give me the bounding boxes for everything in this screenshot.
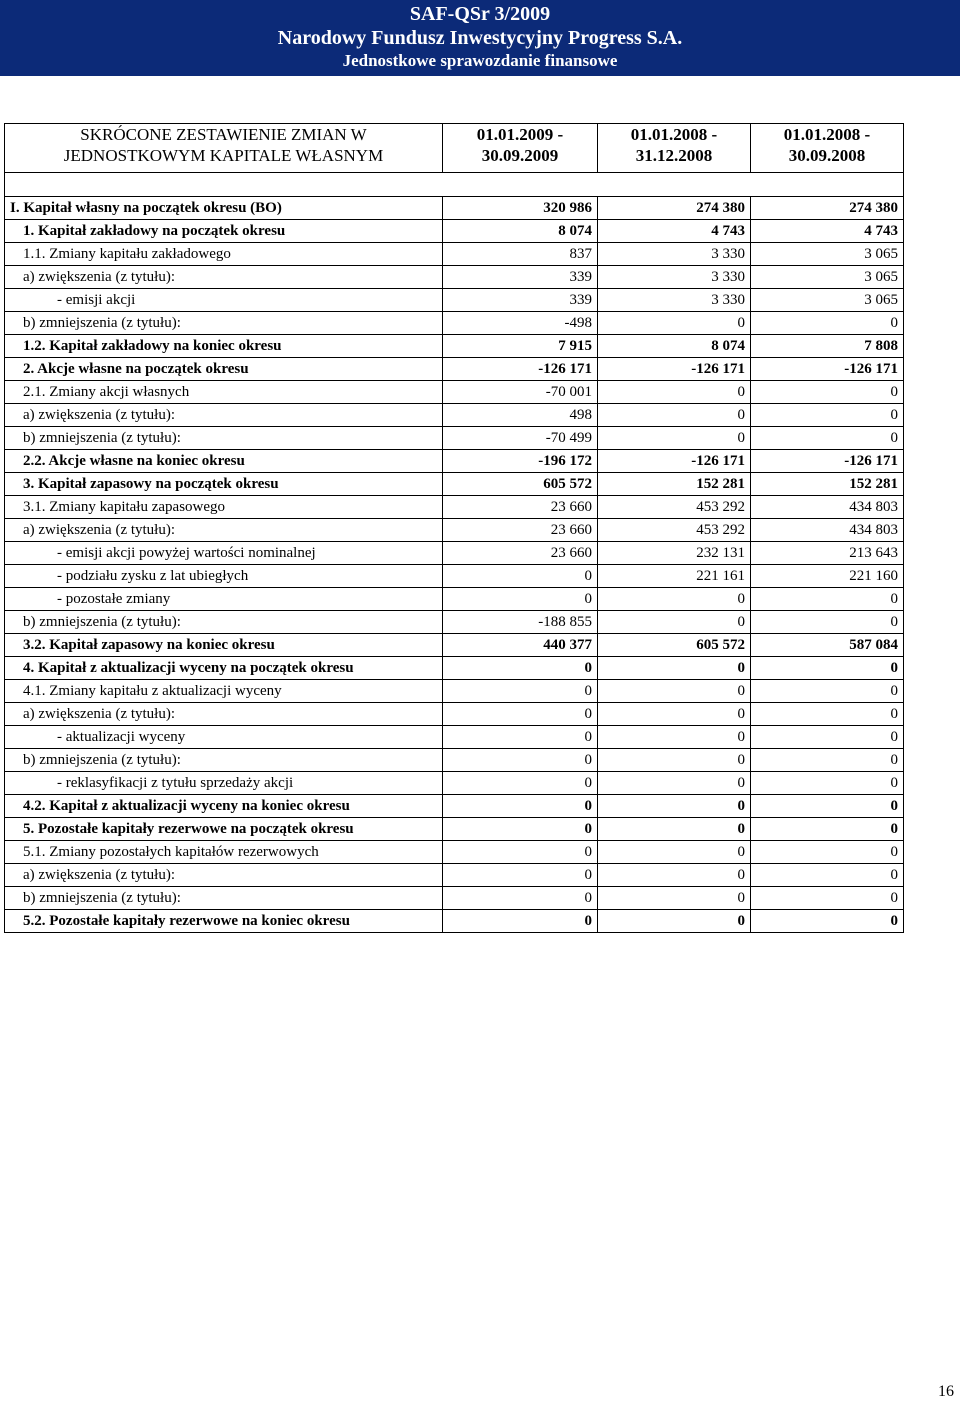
row-value: 0 [443,841,598,864]
row-value: 0 [598,864,751,887]
table-row [5,542,904,565]
row-value: 434 803 [751,519,904,542]
row-value: 0 [598,910,751,933]
table-row [5,358,904,381]
row-label: - emisji akcji [5,289,443,312]
row-value: 0 [443,795,598,818]
report-type: Jednostkowe sprawozdanie finansowe [342,51,618,70]
row-value: 3 330 [598,243,751,266]
table-row [5,588,904,611]
table-row [5,680,904,703]
row-value: 0 [443,887,598,910]
column-header-line1: 01.01.2008 - [783,125,871,144]
table-row [5,312,904,335]
table-title-line2: JEDNOSTKOWYM KAPITALE WŁASNYM [63,146,384,165]
column-header-line2: 31.12.2008 [635,146,713,165]
row-value: 4 743 [598,220,751,243]
row-value: 8 074 [598,335,751,358]
header-spacer-row [5,173,904,197]
row-value: 0 [598,427,751,450]
row-value: 0 [443,818,598,841]
row-value: -498 [443,312,598,335]
table-row [5,220,904,243]
row-value: 152 281 [751,473,904,496]
row-label: a) zwiększenia (z tytułu): [5,404,443,427]
table-row [5,657,904,680]
table-row [5,473,904,496]
row-label: 3.2. Kapitał zapasowy na koniec okresu [5,634,443,657]
row-value: 0 [751,887,904,910]
row-label: - aktualizacji wyceny [5,726,443,749]
row-label: 3.1. Zmiany kapitału zapasowego [5,496,443,519]
table-row [5,427,904,450]
row-value: 0 [443,910,598,933]
row-label: 1. Kapitał zakładowy na początek okresu [5,220,443,243]
table-row [5,910,904,933]
row-value: 23 660 [443,542,598,565]
company-name: Narodowy Fundusz Inwestycyjny Progress S.A. [277,27,683,49]
table-row [5,634,904,657]
row-value: -70 499 [443,427,598,450]
equity-changes-table [4,123,904,933]
row-label: a) zwiększenia (z tytułu): [5,864,443,887]
column-header [598,124,751,173]
row-value: 0 [443,588,598,611]
row-value: 0 [751,404,904,427]
row-value: 0 [443,680,598,703]
row-label: 4.1. Zmiany kapitału z aktualizacji wyceny [5,680,443,703]
row-value: 7 915 [443,335,598,358]
column-header-line2: 30.09.2009 [481,146,559,165]
row-label: 3. Kapitał zapasowy na początek okresu [5,473,443,496]
row-label: 5.2. Pozostałe kapitały rezerwowe na koniec okresu [5,910,443,933]
row-value: 339 [443,266,598,289]
row-value: 7 808 [751,335,904,358]
row-value: 320 986 [443,197,598,220]
row-value: 0 [751,427,904,450]
row-value: 0 [751,749,904,772]
table-row [5,496,904,519]
row-label: I. Kapitał własny na początek okresu (BO) [5,197,443,220]
row-value: 3 065 [751,266,904,289]
row-label: a) zwiększenia (z tytułu): [5,266,443,289]
column-header [751,124,904,173]
table-row [5,450,904,473]
row-value: 3 065 [751,289,904,312]
row-value: 0 [751,841,904,864]
row-value: 0 [598,703,751,726]
table-row [5,818,904,841]
row-label: - pozostałe zmiany [5,588,443,611]
row-value: 232 131 [598,542,751,565]
row-value: -188 855 [443,611,598,634]
row-label: b) zmniejszenia (z tytułu): [5,611,443,634]
row-value: 0 [598,795,751,818]
row-value: 0 [751,726,904,749]
row-value: 152 281 [598,473,751,496]
column-header-line1: 01.01.2009 - [476,125,564,144]
row-label: - emisji akcji powyżej wartości nominalnej [5,542,443,565]
column-header [443,124,598,173]
row-value: -70 001 [443,381,598,404]
table-row [5,864,904,887]
row-value: 0 [443,864,598,887]
row-value: 0 [598,312,751,335]
row-value: 221 160 [751,565,904,588]
row-value: 23 660 [443,496,598,519]
row-value: 3 330 [598,266,751,289]
row-value: 0 [751,910,904,933]
table-row [5,404,904,427]
row-label: 2. Akcje własne na początek okresu [5,358,443,381]
row-label: 4. Kapitał z aktualizacji wyceny na początek okresu [5,657,443,680]
row-label: 1.2. Kapitał zakładowy na koniec okresu [5,335,443,358]
row-value: 0 [598,657,751,680]
row-value: 453 292 [598,519,751,542]
row-value: 221 161 [598,565,751,588]
row-value: -126 171 [751,450,904,473]
row-label: 2.2. Akcje własne na koniec okresu [5,450,443,473]
column-header-line1: 01.01.2008 - [630,125,718,144]
table-row [5,887,904,910]
table-row [5,243,904,266]
table-row [5,565,904,588]
table-row [5,197,904,220]
row-value: 0 [751,381,904,404]
row-value: -196 172 [443,450,598,473]
row-label: a) zwiększenia (z tytułu): [5,703,443,726]
column-header-line2: 30.09.2008 [788,146,866,165]
row-value: 587 084 [751,634,904,657]
row-label: b) zmniejszenia (z tytułu): [5,312,443,335]
row-value: 0 [598,841,751,864]
row-value: 23 660 [443,519,598,542]
row-value: 0 [751,795,904,818]
row-value: 339 [443,289,598,312]
table-row [5,519,904,542]
row-value: 0 [443,772,598,795]
page-number: 16 [938,1383,954,1400]
row-value: 0 [751,312,904,335]
row-value: 605 572 [443,473,598,496]
row-value: 0 [598,611,751,634]
table-title-line1: SKRÓCONE ZESTAWIENIE ZMIAN W [80,125,367,144]
row-value: 0 [598,588,751,611]
row-value: 0 [751,772,904,795]
row-label: b) zmniejszenia (z tytułu): [5,749,443,772]
row-value: 0 [751,657,904,680]
row-value: 453 292 [598,496,751,519]
row-value: 0 [443,565,598,588]
row-value: 0 [443,703,598,726]
row-value: 0 [443,657,598,680]
row-value: 0 [443,749,598,772]
table-row [5,795,904,818]
table-row [5,726,904,749]
row-value: 0 [751,680,904,703]
table-row [5,266,904,289]
row-label: - podziału zysku z lat ubiegłych [5,565,443,588]
table-row [5,381,904,404]
row-label: 2.1. Zmiany akcji własnych [5,381,443,404]
row-label: - reklasyfikacji z tytułu sprzedaży akcji [5,772,443,795]
document-header [0,0,960,76]
row-value: 0 [598,887,751,910]
row-value: 4 743 [751,220,904,243]
row-value: 0 [751,818,904,841]
table-row [5,703,904,726]
row-value: 0 [443,726,598,749]
row-value: 440 377 [443,634,598,657]
row-value: 3 065 [751,243,904,266]
row-value: 274 380 [598,197,751,220]
table-row [5,841,904,864]
spacer-cell [5,173,904,197]
table-header-row [5,124,904,173]
row-value: 605 572 [598,634,751,657]
table-row [5,335,904,358]
table-row [5,772,904,795]
row-value: -126 171 [751,358,904,381]
row-value: 0 [751,611,904,634]
row-label: 5. Pozostałe kapitały rezerwowe na początek okresu [5,818,443,841]
row-label: b) zmniejszenia (z tytułu): [5,887,443,910]
table-row [5,611,904,634]
row-value: 0 [598,404,751,427]
row-value: 0 [598,772,751,795]
row-value: 434 803 [751,496,904,519]
row-value: 498 [443,404,598,427]
table-title [5,124,443,173]
row-value: 0 [751,703,904,726]
row-label: 4.2. Kapitał z aktualizacji wyceny na koniec okresu [5,795,443,818]
row-value: 837 [443,243,598,266]
row-label: b) zmniejszenia (z tytułu): [5,427,443,450]
row-label: a) zwiększenia (z tytułu): [5,519,443,542]
row-value: 8 074 [443,220,598,243]
row-value: -126 171 [443,358,598,381]
report-code: SAF-QSr 3/2009 [409,3,551,25]
table-row [5,749,904,772]
row-value: 0 [598,381,751,404]
row-value: -126 171 [598,450,751,473]
row-label: 1.1. Zmiany kapitału zakładowego [5,243,443,266]
row-value: 0 [598,749,751,772]
row-value: 0 [598,680,751,703]
row-value: 3 330 [598,289,751,312]
row-value: 0 [751,864,904,887]
table-row [5,289,904,312]
row-value: 213 643 [751,542,904,565]
row-value: 0 [751,588,904,611]
row-value: -126 171 [598,358,751,381]
row-value: 0 [598,726,751,749]
row-value: 274 380 [751,197,904,220]
row-label: 5.1. Zmiany pozostałych kapitałów rezerwowych [5,841,443,864]
table-body [5,197,904,933]
row-value: 0 [598,818,751,841]
